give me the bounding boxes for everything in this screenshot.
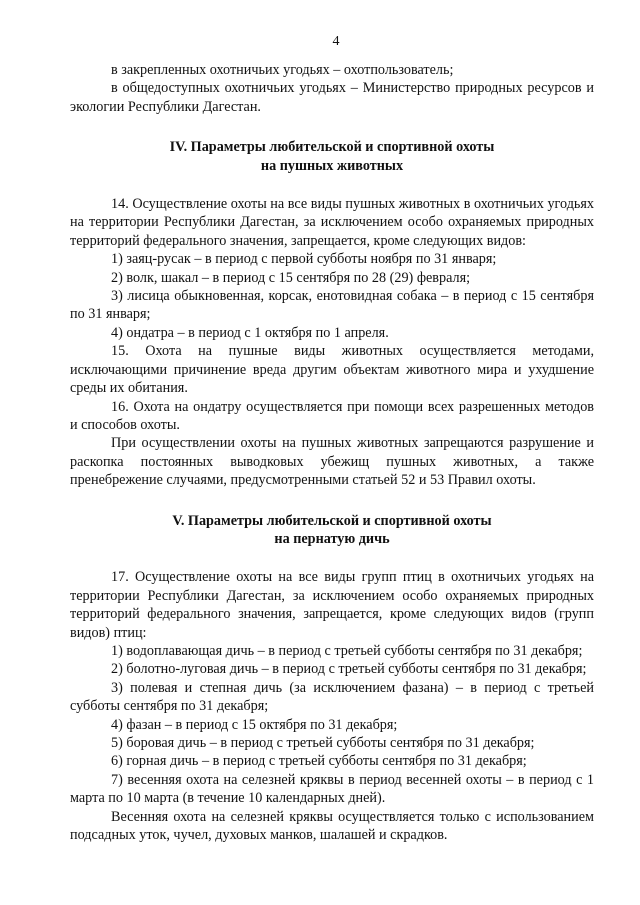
intro-line-2: в общедоступных охотничьих угодьях – Министерство природных ресурсов и экологии Республики Дагестан. — [70, 80, 594, 115]
paragraph-15: 15. Охота на пушные виды животных осуществляется методами, исключающими причинение вреда другим объектам животного мира и ухудшение среды их обитания. — [70, 343, 594, 397]
paragraph-14: 14. Осуществление охоты на все виды пушных животных в охотничьих угодьях на территории Республики Дагестан, за исключением особо охраняемых природных территорий федерального значения, запрещается, кроме следующих видов: — [70, 196, 594, 249]
item-marsh-game: 2) болотно-луговая дичь – в период с третьей субботы сентября по 31 декабря; — [111, 661, 587, 678]
intro-line-1: в закрепленных охотничьих угодьях – охотпользователь; — [111, 62, 454, 78]
item-pheasant: 4) фазан – в период с 15 октября по 31 декабря; — [111, 716, 398, 733]
item-field-game: 3) полевая и степная дичь (за исключением фазана) – в период с третьей субботы сентября по 31 декабря; — [70, 679, 594, 715]
section-5-body — [70, 568, 594, 844]
paragraph-spring-hunt-methods: Весенняя охота на селезней кряквы осуществляется только с использованием подсадных уток, чучел, духовых манков, шалашей и скрадков. — [70, 808, 594, 844]
paragraph-17: 17. Осуществление охоты на все виды групп птиц в охотничьих угодьях на территории Республики Дагестан, за исключением особо охраняемых природных территорий федерального значения, запрещается, кроме следующих видов (групп видов) птиц: — [70, 569, 594, 641]
section-4-title-line-2: на пушных животных — [260, 157, 404, 174]
section-4-body — [70, 195, 594, 490]
section-4-title-line-1: IV. Параметры любительской и спортивной охоты — [169, 139, 495, 156]
item-fox: 3) лисица обыкновенная, корсак, енотовидная собака – в период с 15 сентября по 31 января; — [70, 288, 594, 323]
item-forest-game: 5) боровая дичь – в период с третьей субботы сентября по 31 декабря; — [111, 735, 535, 751]
item-waterfowl: 1) водоплавающая дичь – в период с третьей субботы сентября по 31 декабря; — [111, 642, 583, 659]
section-5-heading — [70, 512, 594, 549]
item-spring-hunt: 7) весенняя охота на селезней кряквы в период весенней охоты – в период с 1 марта по 10 марта (в течение 10 календарных дней). — [70, 771, 594, 807]
section-5-title-line-1: V. Параметры любительской и спортивной охоты — [172, 512, 492, 529]
section-4-heading — [70, 138, 594, 175]
item-hare: 1) заяц-русак – в период с первой субботы ноября по 31 января; — [111, 251, 497, 268]
item-wolf: 2) волк, шакал – в период с 15 сентября по 28 (29) февраля; — [111, 269, 471, 286]
paragraph-16: 16. Охота на ондатру осуществляется при помощи всех разрешенных методов и способов охоты. — [70, 398, 594, 433]
item-muskrat: 4) ондатра – в период с 1 октября по 1 апреля. — [111, 324, 389, 341]
item-mountain-game: 6) горная дичь – в период с третьей субботы сентября по 31 декабря; — [111, 753, 527, 770]
paragraph-prohibitions: При осуществлении охоты на пушных животных запрещаются разрушение и раскопка постоянных выводковых убежищ пушных животных, а также пренебрежение случаями, предусмотренными статьей 52 и 53 Правил охоты. — [70, 435, 594, 489]
page-number: 4 — [332, 34, 340, 49]
section-5-title-line-2: на пернатую дичь — [274, 530, 390, 547]
